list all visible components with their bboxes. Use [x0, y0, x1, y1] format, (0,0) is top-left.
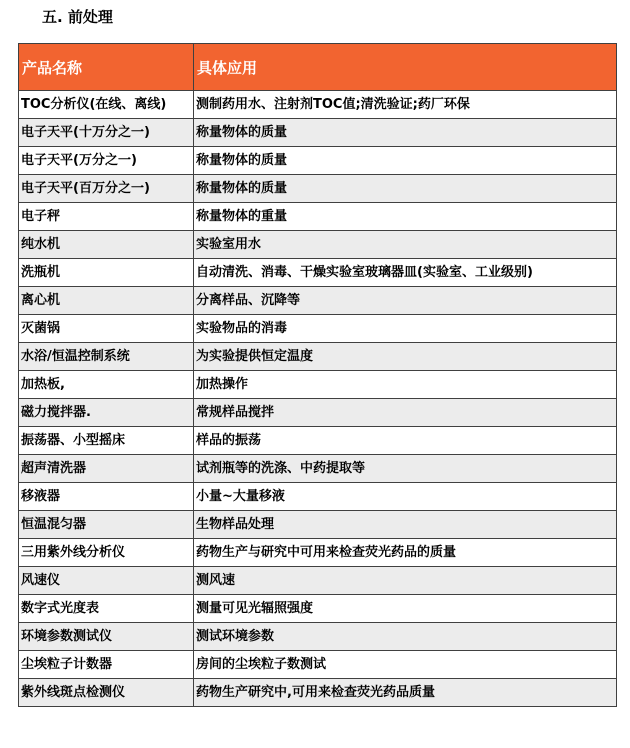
table-header-row [19, 44, 617, 91]
product-name-cell: 电子天平(十万分之一) [19, 119, 194, 147]
product-name-cell: TOC分析仪(在线、离线) [19, 91, 194, 119]
table-row [19, 343, 617, 371]
equipment-table [18, 43, 617, 707]
table-row [19, 287, 617, 315]
application-cell: 称量物体的质量 [194, 175, 617, 203]
column-header-product-name: 产品名称 [19, 44, 194, 91]
section-heading: 五. 前处理 [42, 8, 113, 26]
table-row [19, 175, 617, 203]
application-cell: 加热操作 [194, 371, 617, 399]
product-name-cell: 电子秤 [19, 203, 194, 231]
application-cell: 药物生产与研究中可用来检查荧光药品的质量 [194, 539, 617, 567]
product-name-cell: 灭菌锅 [19, 315, 194, 343]
product-name-cell: 紫外线斑点检测仪 [19, 679, 194, 707]
application-cell: 试剂瓶等的洗涤、中药提取等 [194, 455, 617, 483]
application-cell: 自动清洗、消毒、干燥实验室玻璃器皿(实验室、工业级别) [194, 259, 617, 287]
application-cell: 称量物体的重量 [194, 203, 617, 231]
application-cell: 称量物体的质量 [194, 147, 617, 175]
application-cell: 为实验提供恒定温度 [194, 343, 617, 371]
application-cell: 生物样品处理 [194, 511, 617, 539]
application-cell: 实验物品的消毒 [194, 315, 617, 343]
table-row [19, 399, 617, 427]
table-row [19, 119, 617, 147]
product-name-cell: 电子天平(万分之一) [19, 147, 194, 175]
table-row [19, 595, 617, 623]
product-name-cell: 洗瓶机 [19, 259, 194, 287]
table-row [19, 231, 617, 259]
application-cell: 测风速 [194, 567, 617, 595]
product-name-cell: 加热板, [19, 371, 194, 399]
product-name-cell: 移液器 [19, 483, 194, 511]
table-row [19, 483, 617, 511]
table-row [19, 455, 617, 483]
table-row [19, 147, 617, 175]
application-cell: 小量~大量移液 [194, 483, 617, 511]
application-cell: 称量物体的质量 [194, 119, 617, 147]
application-cell: 样品的振荡 [194, 427, 617, 455]
table-row [19, 259, 617, 287]
product-name-cell: 尘埃粒子计数器 [19, 651, 194, 679]
product-name-cell: 磁力搅拌器. [19, 399, 194, 427]
product-name-cell: 风速仪 [19, 567, 194, 595]
product-name-cell: 数字式光度表 [19, 595, 194, 623]
product-name-cell: 恒温混匀器 [19, 511, 194, 539]
application-cell: 测量可见光辐照强度 [194, 595, 617, 623]
application-cell: 测制药用水、注射剂TOC值;清洗验证;药厂环保 [194, 91, 617, 119]
table-row [19, 679, 617, 707]
table-row [19, 315, 617, 343]
table-row [19, 371, 617, 399]
application-cell: 实验室用水 [194, 231, 617, 259]
table-row [19, 651, 617, 679]
table-row [19, 91, 617, 119]
application-cell: 常规样品搅拌 [194, 399, 617, 427]
table-row [19, 567, 617, 595]
application-cell: 房间的尘埃粒子数测试 [194, 651, 617, 679]
application-cell: 分离样品、沉降等 [194, 287, 617, 315]
product-name-cell: 离心机 [19, 287, 194, 315]
product-name-cell: 振荡器、小型摇床 [19, 427, 194, 455]
table-row [19, 203, 617, 231]
product-name-cell: 电子天平(百万分之一) [19, 175, 194, 203]
table-row [19, 511, 617, 539]
table-row [19, 427, 617, 455]
table-row [19, 623, 617, 651]
product-name-cell: 纯水机 [19, 231, 194, 259]
product-name-cell: 环境参数测试仪 [19, 623, 194, 651]
application-cell: 药物生产研究中,可用来检查荧光药品质量 [194, 679, 617, 707]
table-row [19, 539, 617, 567]
product-name-cell: 超声清洗器 [19, 455, 194, 483]
application-cell: 测试环境参数 [194, 623, 617, 651]
product-name-cell: 水浴/恒温控制系统 [19, 343, 194, 371]
product-name-cell: 三用紫外线分析仪 [19, 539, 194, 567]
column-header-application: 具体应用 [194, 44, 617, 91]
